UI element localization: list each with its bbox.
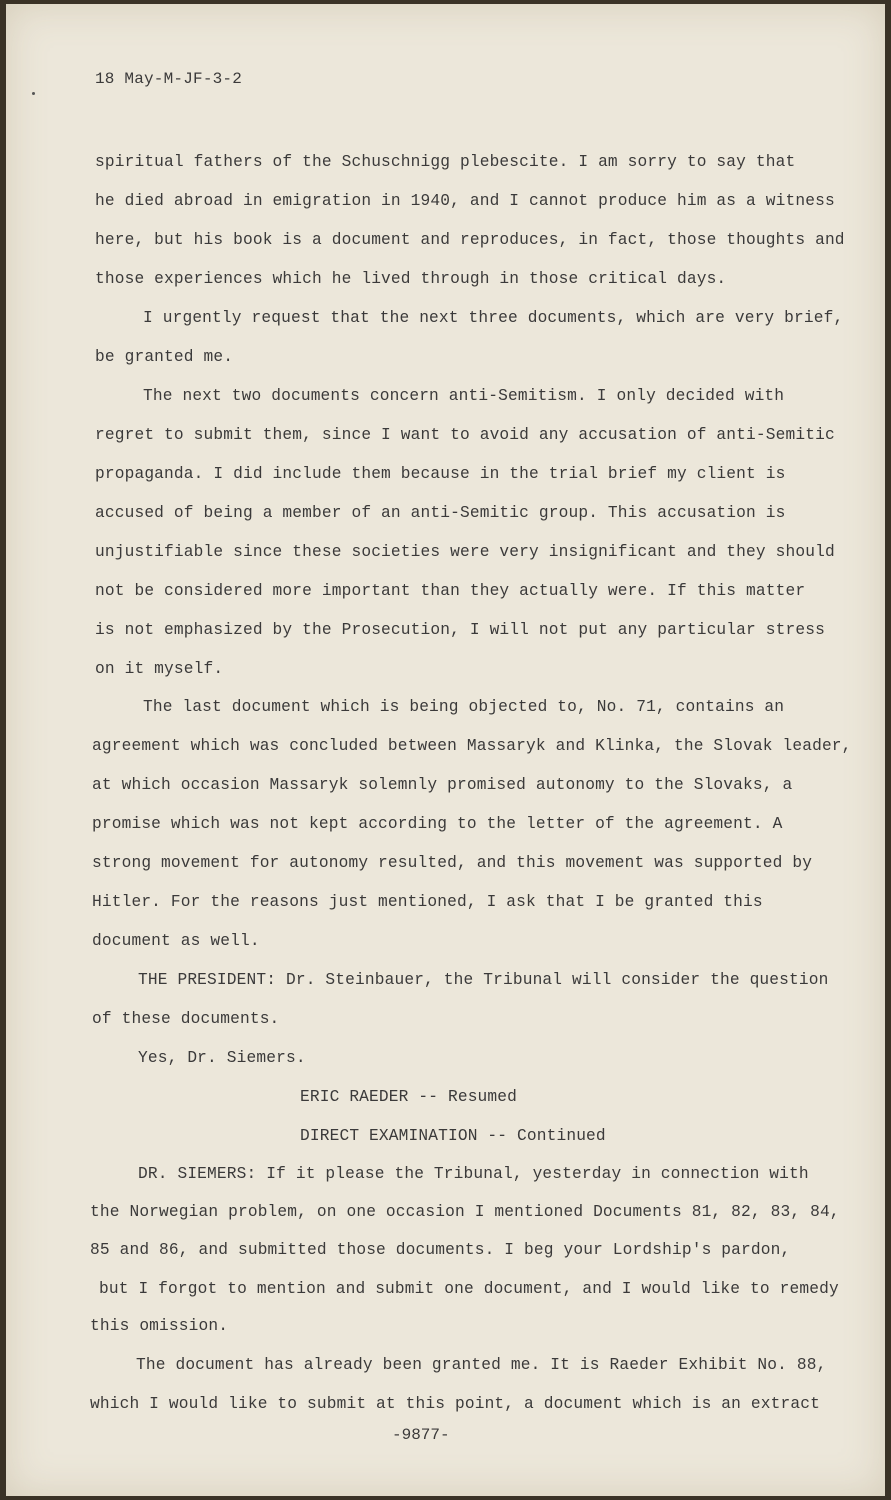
text-line: be granted me. bbox=[95, 348, 234, 366]
page-number: -9877- bbox=[392, 1426, 450, 1444]
text-line: here, but his book is a document and reproduces, in fact, those thoughts and bbox=[95, 231, 845, 249]
text-line: spiritual fathers of the Schuschnigg plebescite. I am sorry to say that bbox=[95, 153, 796, 171]
text-line: 85 and 86, and submitted those documents. I beg your Lordship's pardon, bbox=[90, 1241, 791, 1259]
text-line: not be considered more important than they actually were. If this matter bbox=[95, 582, 806, 600]
text-line: strong movement for autonomy resulted, and this movement was supported by bbox=[92, 854, 813, 872]
text-line: The next two documents concern anti-Semitism. I only decided with bbox=[143, 387, 785, 405]
text-line: he died abroad in emigration in 1940, and I cannot produce him as a witness bbox=[95, 192, 835, 210]
text-line: Yes, Dr. Siemers. bbox=[138, 1049, 306, 1067]
text-line: is not emphasized by the Prosecution, I will not put any particular stress bbox=[95, 621, 825, 639]
text-line: DIRECT EXAMINATION -- Continued bbox=[300, 1127, 606, 1145]
text-line: of these documents. bbox=[92, 1010, 280, 1028]
text-line: at which occasion Massaryk solemnly promised autonomy to the Slovaks, a bbox=[92, 776, 793, 794]
text-line: document as well. bbox=[92, 932, 260, 950]
text-line: this omission. bbox=[90, 1317, 229, 1335]
text-line: Hitler. For the reasons just mentioned, I ask that I be granted this bbox=[92, 893, 763, 911]
text-line: I urgently request that the next three documents, which are very brief, bbox=[143, 309, 844, 327]
text-line: regret to submit them, since I want to avoid any accusation of anti-Semitic bbox=[95, 426, 835, 444]
paper-mark bbox=[32, 92, 35, 95]
text-line: those experiences which he lived through in those critical days. bbox=[95, 270, 727, 288]
text-line: accused of being a member of an anti-Semitic group. This accusation is bbox=[95, 504, 786, 522]
text-line: THE PRESIDENT: Dr. Steinbauer, the Tribunal will consider the question bbox=[138, 971, 829, 989]
text-line: on it myself. bbox=[95, 660, 224, 678]
text-line: the Norwegian problem, on one occasion I mentioned Documents 81, 82, 83, 84, bbox=[90, 1203, 840, 1221]
text-line: ERIC RAEDER -- Resumed bbox=[300, 1088, 518, 1106]
text-line: The last document which is being objected to, No. 71, contains an bbox=[143, 698, 785, 716]
text-line: The document has already been granted me. It is Raeder Exhibit No. 88, bbox=[136, 1356, 827, 1374]
text-line: promise which was not kept according to the letter of the agreement. A bbox=[92, 815, 783, 833]
text-line: DR. SIEMERS: If it please the Tribunal, yesterday in connection with bbox=[138, 1165, 809, 1183]
document-page bbox=[6, 4, 885, 1496]
text-line: agreement which was concluded between Massaryk and Klinka, the Slovak leader, bbox=[92, 737, 852, 755]
document-reference: 18 May-M-JF-3-2 bbox=[95, 70, 243, 88]
text-line: but I forgot to mention and submit one document, and I would like to remedy bbox=[99, 1280, 839, 1298]
text-line: unjustifiable since these societies were very insignificant and they should bbox=[95, 543, 835, 561]
text-line: which I would like to submit at this point, a document which is an extract bbox=[90, 1395, 820, 1413]
text-line: propaganda. I did include them because in the trial brief my client is bbox=[95, 465, 786, 483]
